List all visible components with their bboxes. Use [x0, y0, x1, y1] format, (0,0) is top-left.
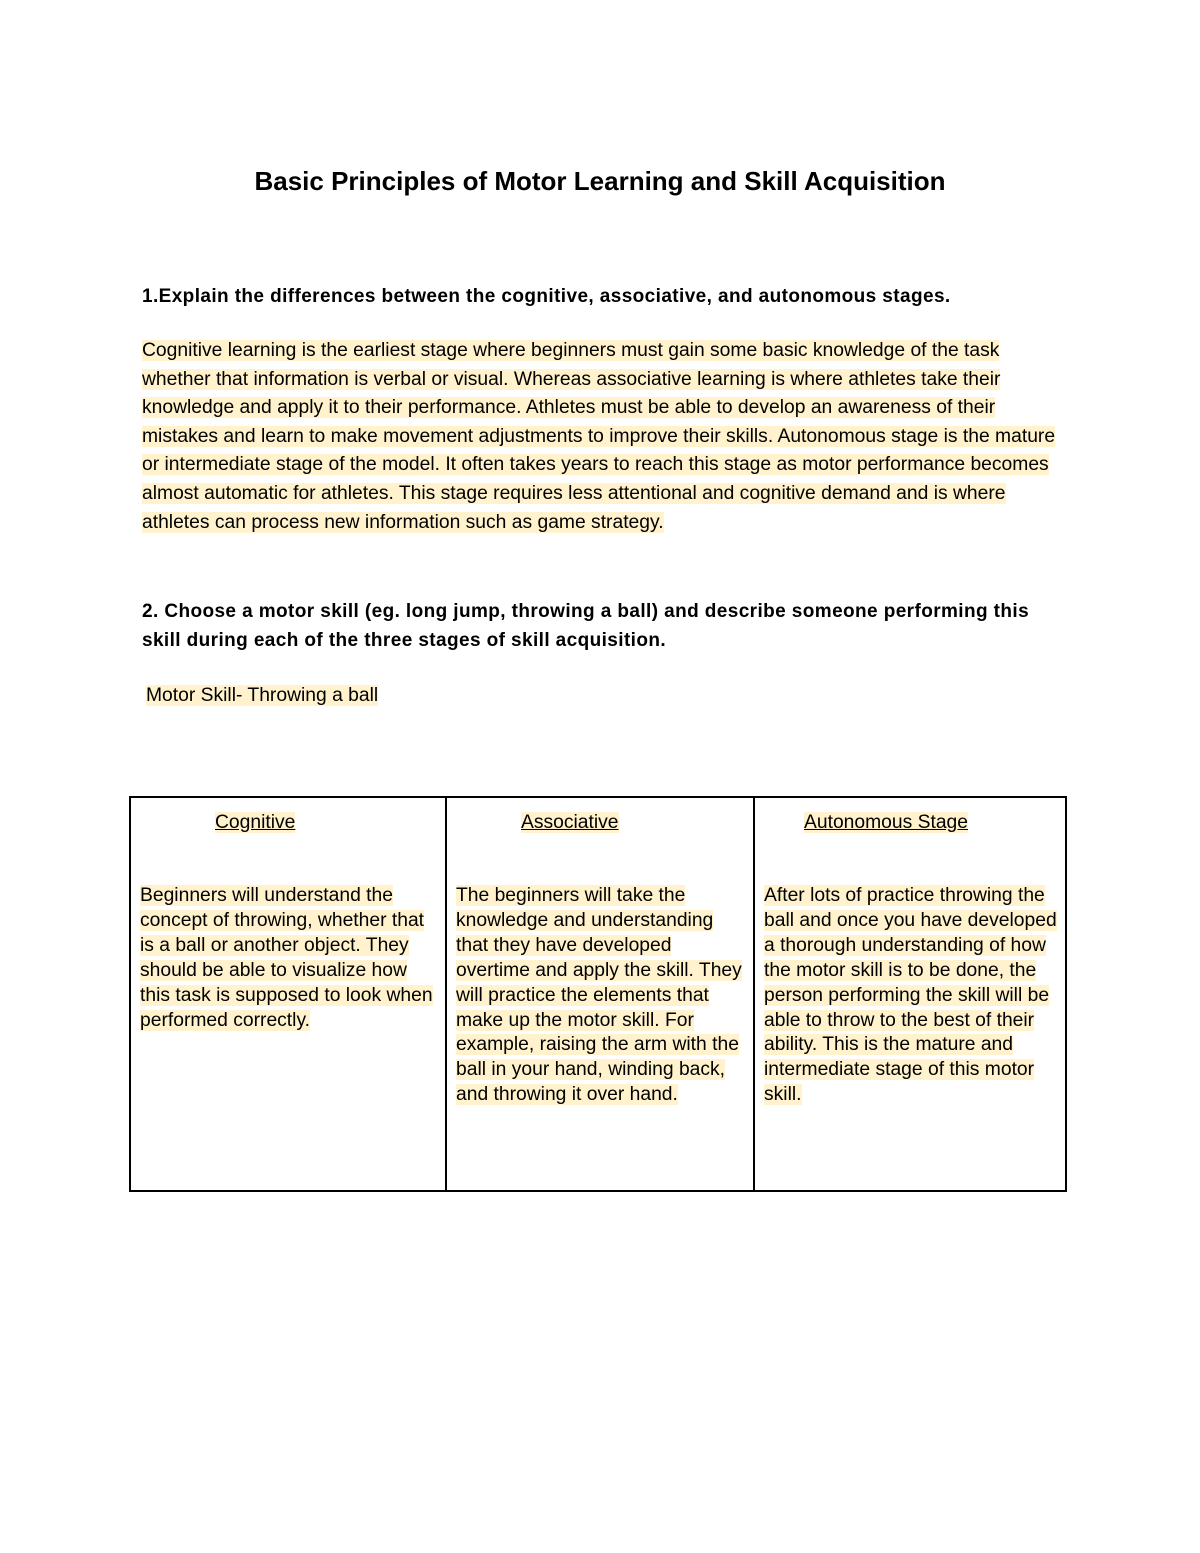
- column-heading-autonomous: [804, 810, 968, 836]
- motor-skill-line: [146, 682, 378, 710]
- column-heading-cognitive-text: Cognitive: [215, 812, 296, 833]
- table-column-cognitive: [131, 798, 447, 1190]
- stages-table: [129, 796, 1067, 1192]
- column-text-cognitive-content: Beginners will understand the concept of throwing, whether that is a ball or another object. They should be able to visualize how this task is supposed to look when performed correctly.: [140, 885, 433, 1031]
- motor-skill-text: Motor Skill- Throwing a ball: [146, 685, 379, 706]
- table-column-associative: [447, 798, 755, 1190]
- column-heading-associative-text: Associative: [521, 812, 619, 833]
- column-text-associative-content: The beginners will take the knowledge and understanding that they have developed overtime and apply the skill. They will practice the elements that make up the motor skill. For example, raising the arm with the ball in your hand, winding back, and throwing it over hand.: [456, 885, 742, 1106]
- column-heading-autonomous-text: Autonomous Stage: [804, 812, 969, 833]
- question-1: 1.Explain the differences between the cognitive, associative, and autonomous stages.: [142, 286, 951, 307]
- table-column-autonomous: [755, 798, 1065, 1190]
- column-text-cognitive: [140, 884, 437, 1033]
- answer-1-text: Cognitive learning is the earliest stage where beginners must gain some basic knowledge of the task whether that information is verbal or visual. Whereas associative learning is where athletes take their knowledge and apply it to their performance. Athletes must be able to develop an awareness of their mistakes and learn to make movement adjustments to improve their skills. Autonomous stage is the mature or intermediate stage of the model. It often takes years to reach this stage as motor performance becomes almost automatic for athletes. This stage requires less attentional and cognitive demand and is where athletes can process new information such as game strategy.: [142, 340, 1056, 533]
- column-text-autonomous-content: After lots of practice throwing the ball and once you have developed a thorough understanding of how the motor skill is to be done, the person performing the skill will be able to throw to the best of their ability. This is the mature and intermediate stage of this motor skill.: [764, 885, 1057, 1106]
- column-heading-associative: [521, 810, 619, 836]
- answer-1: [142, 337, 1072, 537]
- question-2: 2. Choose a motor skill (eg. long jump, throwing a ball) and describe someone performing this skill during each of the three stages of skill acquisition.: [142, 601, 1030, 651]
- column-heading-cognitive: [215, 810, 295, 836]
- column-text-autonomous: [764, 884, 1057, 1108]
- column-text-associative: [456, 884, 745, 1108]
- page-title: Basic Principles of Motor Learning and Skill Acquisition: [254, 166, 946, 196]
